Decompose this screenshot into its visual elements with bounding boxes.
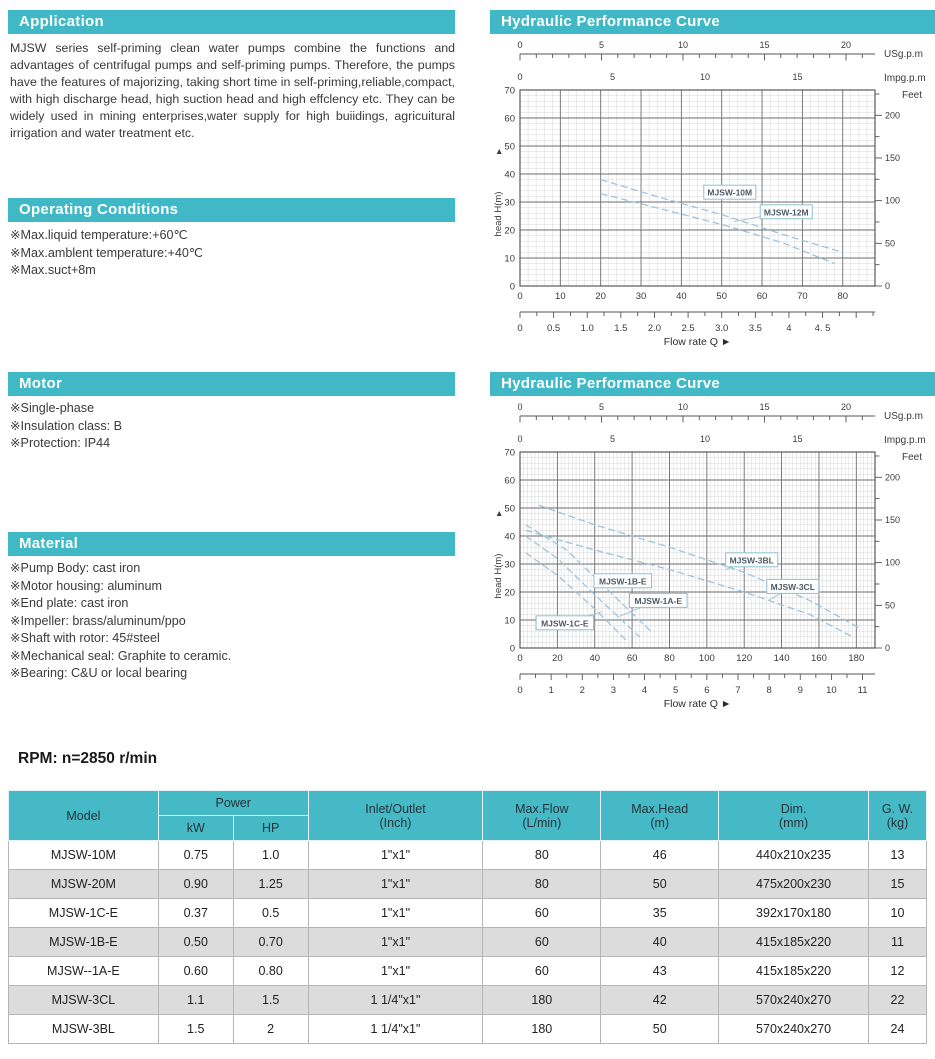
svg-text:20: 20 (504, 225, 515, 237)
svg-text:60: 60 (756, 291, 768, 302)
table-cell: 1"x1" (308, 870, 483, 899)
svg-text:1.5: 1.5 (614, 323, 628, 334)
svg-text:150: 150 (885, 152, 901, 163)
svg-text:0: 0 (885, 281, 891, 291)
svg-text:MJSW-3CL: MJSW-3CL (770, 581, 815, 592)
table-cell: MJSW-20M (9, 870, 159, 899)
svg-text:0: 0 (517, 653, 523, 664)
table-cell: 392x170x180 (719, 899, 869, 928)
table-cell: 40 (601, 928, 719, 957)
col-header-model: Model (9, 791, 159, 841)
svg-text:5: 5 (609, 72, 616, 82)
spec-item: ※Impeller: brass/aluminum/ppo (10, 613, 186, 628)
svg-text:0: 0 (517, 434, 523, 444)
spec-item: ※Shaft with rotor: 45#steel (10, 631, 160, 645)
svg-text:10: 10 (677, 40, 689, 50)
col-header-3 (719, 791, 869, 841)
svg-text:head H(m): head H(m) (493, 191, 504, 237)
svg-text:3: 3 (610, 685, 617, 696)
svg-text:40: 40 (589, 653, 601, 664)
performance-curve-2-header: Hydraulic Performance Curve (490, 372, 935, 396)
svg-text:80: 80 (664, 653, 675, 664)
svg-text:4. 5: 4. 5 (814, 323, 831, 334)
table-cell: 60 (483, 957, 601, 986)
svg-text:5: 5 (673, 685, 679, 696)
table-cell: MJSW-10M (9, 841, 159, 870)
spec-item: ※Mechanical seal: Graphite to ceramic. (10, 648, 232, 663)
spec-item: ※Protection: IP44 (10, 436, 111, 450)
column-title: G. W. (881, 801, 914, 816)
table-row (9, 899, 927, 928)
spec-item: ※Max.liquid temperature:+60℃ (10, 228, 188, 242)
svg-text:USg.p.m: USg.p.m (884, 49, 923, 60)
material-section-header: Material (8, 532, 455, 556)
col-header-power: Power (158, 791, 308, 816)
table-cell: 43 (601, 957, 719, 986)
table-row (9, 928, 927, 957)
table-cell: 35 (601, 899, 719, 928)
svg-text:1: 1 (548, 685, 554, 696)
svg-text:0: 0 (517, 40, 523, 50)
svg-text:▲: ▲ (495, 146, 504, 156)
table-row (9, 870, 927, 899)
specification-table (8, 790, 927, 1044)
column-unit: (Inch) (379, 815, 412, 830)
table-cell: MJSW-1C-E (9, 899, 159, 928)
column-unit: (L/min) (522, 815, 562, 830)
svg-text:4: 4 (786, 323, 792, 334)
table-cell: 13 (869, 841, 927, 870)
svg-text:140: 140 (773, 653, 790, 664)
svg-text:200: 200 (885, 472, 901, 483)
svg-text:head H(m): head H(m) (493, 553, 504, 599)
svg-text:Impg.p.m: Impg.p.m (884, 73, 926, 84)
table-cell: 475x200x230 (719, 870, 869, 899)
performance-curve-1-header: Hydraulic Performance Curve (490, 10, 935, 34)
svg-text:9: 9 (797, 685, 803, 696)
spec-item: ※Pump Body: cast iron (10, 561, 141, 575)
svg-text:70: 70 (504, 85, 515, 97)
table-cell: 0.50 (158, 928, 233, 957)
svg-text:15: 15 (792, 72, 803, 82)
svg-text:150: 150 (885, 514, 901, 525)
svg-text:0: 0 (517, 323, 523, 334)
table-cell: 50 (601, 1015, 719, 1044)
table-cell: 0.80 (233, 957, 308, 986)
operating-conditions-list (10, 227, 455, 280)
svg-text:120: 120 (736, 653, 753, 664)
table-cell: 0.37 (158, 899, 233, 928)
table-cell: 50 (601, 870, 719, 899)
svg-text:180: 180 (848, 653, 865, 664)
application-section-header: Application (8, 10, 455, 34)
svg-text:0: 0 (517, 72, 523, 82)
svg-text:15: 15 (792, 434, 803, 444)
svg-text:5: 5 (609, 434, 616, 444)
svg-text:10: 10 (504, 615, 515, 627)
svg-text:2.0: 2.0 (647, 323, 662, 334)
svg-text:Flow rate Q ►: Flow rate Q ► (663, 336, 732, 348)
svg-text:Feet: Feet (902, 452, 923, 463)
table-cell: 570x240x270 (719, 986, 869, 1015)
svg-text:30: 30 (504, 197, 515, 209)
svg-text:3.5: 3.5 (748, 323, 762, 334)
table-cell: 415x185x220 (719, 928, 869, 957)
table-cell: 440x210x235 (719, 841, 869, 870)
svg-text:20: 20 (840, 402, 852, 412)
svg-text:MJSW-10M: MJSW-10M (707, 187, 753, 198)
table-cell: 1.25 (233, 870, 308, 899)
column-unit: (m) (650, 815, 670, 830)
col-header-hp: HP (233, 816, 308, 841)
table-cell: 180 (483, 1015, 601, 1044)
spec-item: ※End plate: cast iron (10, 596, 129, 610)
svg-text:70: 70 (797, 291, 808, 302)
svg-text:30: 30 (504, 559, 515, 571)
column-title: Max.Head (631, 801, 689, 816)
hydraulic-performance-chart-1 (490, 36, 935, 348)
svg-text:80: 80 (837, 291, 849, 302)
table-row (9, 957, 927, 986)
table-cell: MJSW--1A-E (9, 957, 159, 986)
table-cell: 180 (483, 986, 601, 1015)
svg-text:Feet: Feet (902, 90, 923, 101)
svg-text:10: 10 (504, 253, 515, 265)
table-cell: 0.60 (158, 957, 233, 986)
table-cell: 0.75 (158, 841, 233, 870)
svg-text:60: 60 (626, 653, 638, 664)
application-body: MJSW series self-priming clean water pumps combine the functions and advantages of centrifugal pumps and self-priming pumps. Therefore, the pumps have the features of majorizing, taking short time in self-priming,reliable,compact, with high discharge head, high suction head and high effclency etc. They can be widely used in mining enterprises,water supply for high buiidings, agricuitural irrigation and water treatment etc. (10, 41, 455, 140)
column-unit: (mm) (779, 815, 809, 830)
table-cell: MJSW-3CL (9, 986, 159, 1015)
svg-text:▲: ▲ (495, 508, 504, 518)
table-cell: MJSW-3BL (9, 1015, 159, 1044)
svg-text:70: 70 (504, 447, 515, 459)
col-header-1 (483, 791, 601, 841)
table-cell: 1"x1" (308, 957, 483, 986)
operating-conditions-section-header: Operating Conditions (8, 198, 455, 222)
svg-text:5: 5 (598, 402, 605, 412)
svg-text:100: 100 (698, 653, 715, 664)
table-cell: 12 (869, 957, 927, 986)
svg-text:0: 0 (517, 402, 523, 412)
svg-text:USg.p.m: USg.p.m (884, 411, 923, 422)
svg-text:40: 40 (676, 291, 687, 302)
table-cell: 1"x1" (308, 841, 483, 870)
hydraulic-performance-chart-2 (490, 398, 935, 710)
table-cell: 1.0 (233, 841, 308, 870)
svg-text:Flow rate Q ►: Flow rate Q ► (663, 698, 732, 710)
col-header-kw: kW (158, 816, 233, 841)
table-cell: 60 (483, 928, 601, 957)
svg-text:5: 5 (598, 40, 605, 50)
svg-text:0: 0 (517, 685, 523, 696)
table-cell: 60 (483, 899, 601, 928)
column-unit: (kg) (886, 815, 909, 830)
table-cell: 1"x1" (308, 899, 483, 928)
svg-text:10: 10 (699, 72, 711, 82)
svg-text:100: 100 (885, 195, 901, 206)
svg-text:MJSW-1C-E: MJSW-1C-E (541, 618, 589, 629)
svg-text:20: 20 (840, 40, 852, 50)
svg-text:8: 8 (766, 685, 772, 696)
col-header-4 (869, 791, 927, 841)
spec-item: ※Insulation class: B (10, 418, 123, 433)
svg-text:11: 11 (857, 685, 868, 696)
table-cell: MJSW-1B-E (9, 928, 159, 957)
table-cell: 570x240x270 (719, 1015, 869, 1044)
svg-text:1.0: 1.0 (580, 323, 594, 334)
table-cell: 80 (483, 841, 601, 870)
svg-text:50: 50 (716, 291, 727, 302)
table-cell: 1 1/4"x1" (308, 1015, 483, 1044)
table-row (9, 841, 927, 870)
svg-text:40: 40 (504, 169, 515, 181)
table-cell: 1"x1" (308, 928, 483, 957)
svg-text:15: 15 (759, 40, 770, 50)
svg-text:7: 7 (735, 685, 741, 696)
table-cell: 10 (869, 899, 927, 928)
table-cell: 11 (869, 928, 927, 957)
material-list (10, 560, 455, 683)
table-cell: 46 (601, 841, 719, 870)
svg-text:3.0: 3.0 (715, 323, 729, 334)
column-title: Max.Flow (515, 801, 569, 816)
table-cell: 15 (869, 870, 927, 899)
table-cell: 2 (233, 1015, 308, 1044)
column-title: Inlet/Outlet (365, 801, 426, 816)
svg-text:MJSW-3BL: MJSW-3BL (729, 555, 774, 566)
table-cell: 1 1/4"x1" (308, 986, 483, 1015)
svg-text:10: 10 (677, 402, 689, 412)
svg-text:0.5: 0.5 (547, 323, 561, 334)
table-cell: 0.70 (233, 928, 308, 957)
svg-text:0: 0 (509, 643, 515, 655)
table-row (9, 1015, 927, 1044)
table-cell: 24 (869, 1015, 927, 1044)
svg-text:50: 50 (885, 600, 896, 611)
svg-text:20: 20 (552, 653, 563, 664)
table-cell: 22 (869, 986, 927, 1015)
svg-text:2.5: 2.5 (681, 323, 695, 334)
svg-text:6: 6 (704, 685, 710, 696)
svg-text:10: 10 (699, 434, 711, 444)
svg-text:MJSW-1B-E: MJSW-1B-E (598, 576, 647, 587)
col-header-2 (601, 791, 719, 841)
svg-text:20: 20 (595, 291, 606, 302)
svg-text:160: 160 (811, 653, 827, 664)
spec-item: ※Single-phase (10, 401, 95, 415)
svg-text:60: 60 (504, 113, 515, 125)
spec-item: ※Max.amblent temperature:+40℃ (10, 245, 204, 260)
svg-text:0: 0 (885, 643, 891, 653)
svg-text:30: 30 (635, 291, 647, 302)
motor-list (10, 400, 455, 453)
svg-text:0: 0 (517, 291, 523, 302)
svg-text:2: 2 (579, 685, 585, 696)
svg-text:15: 15 (759, 402, 770, 412)
svg-text:50: 50 (504, 141, 515, 153)
svg-text:4: 4 (641, 685, 648, 696)
svg-text:Impg.p.m: Impg.p.m (884, 435, 926, 446)
table-cell: 1.5 (158, 1015, 233, 1044)
table-cell: 0.5 (233, 899, 308, 928)
svg-text:100: 100 (885, 557, 901, 568)
svg-text:10: 10 (555, 291, 566, 302)
table-cell: 42 (601, 986, 719, 1015)
spec-item: ※Max.suct+8m (10, 263, 96, 277)
spec-item: ※Bearing: C&U or local bearing (10, 666, 188, 680)
column-title: Dim. (780, 801, 807, 816)
svg-text:20: 20 (504, 587, 515, 599)
table-cell: 1.5 (233, 986, 308, 1015)
svg-text:0: 0 (509, 281, 515, 293)
table-cell: 0.90 (158, 870, 233, 899)
svg-text:MJSW-1A-E: MJSW-1A-E (634, 595, 683, 606)
svg-text:60: 60 (504, 475, 515, 487)
spec-item: ※Motor housing: aluminum (10, 578, 162, 593)
svg-text:50: 50 (885, 238, 896, 249)
col-header-0 (308, 791, 483, 841)
table-cell: 1.1 (158, 986, 233, 1015)
svg-text:10: 10 (826, 685, 837, 696)
table-row (9, 986, 927, 1015)
svg-text:MJSW-12M: MJSW-12M (763, 207, 809, 218)
svg-text:40: 40 (504, 531, 515, 543)
table-cell: 415x185x220 (719, 957, 869, 986)
rpm-heading: RPM: n=2850 r/min (18, 750, 158, 767)
motor-section-header: Motor (8, 372, 455, 396)
svg-text:50: 50 (504, 503, 515, 515)
table-cell: 80 (483, 870, 601, 899)
svg-text:200: 200 (885, 110, 901, 121)
